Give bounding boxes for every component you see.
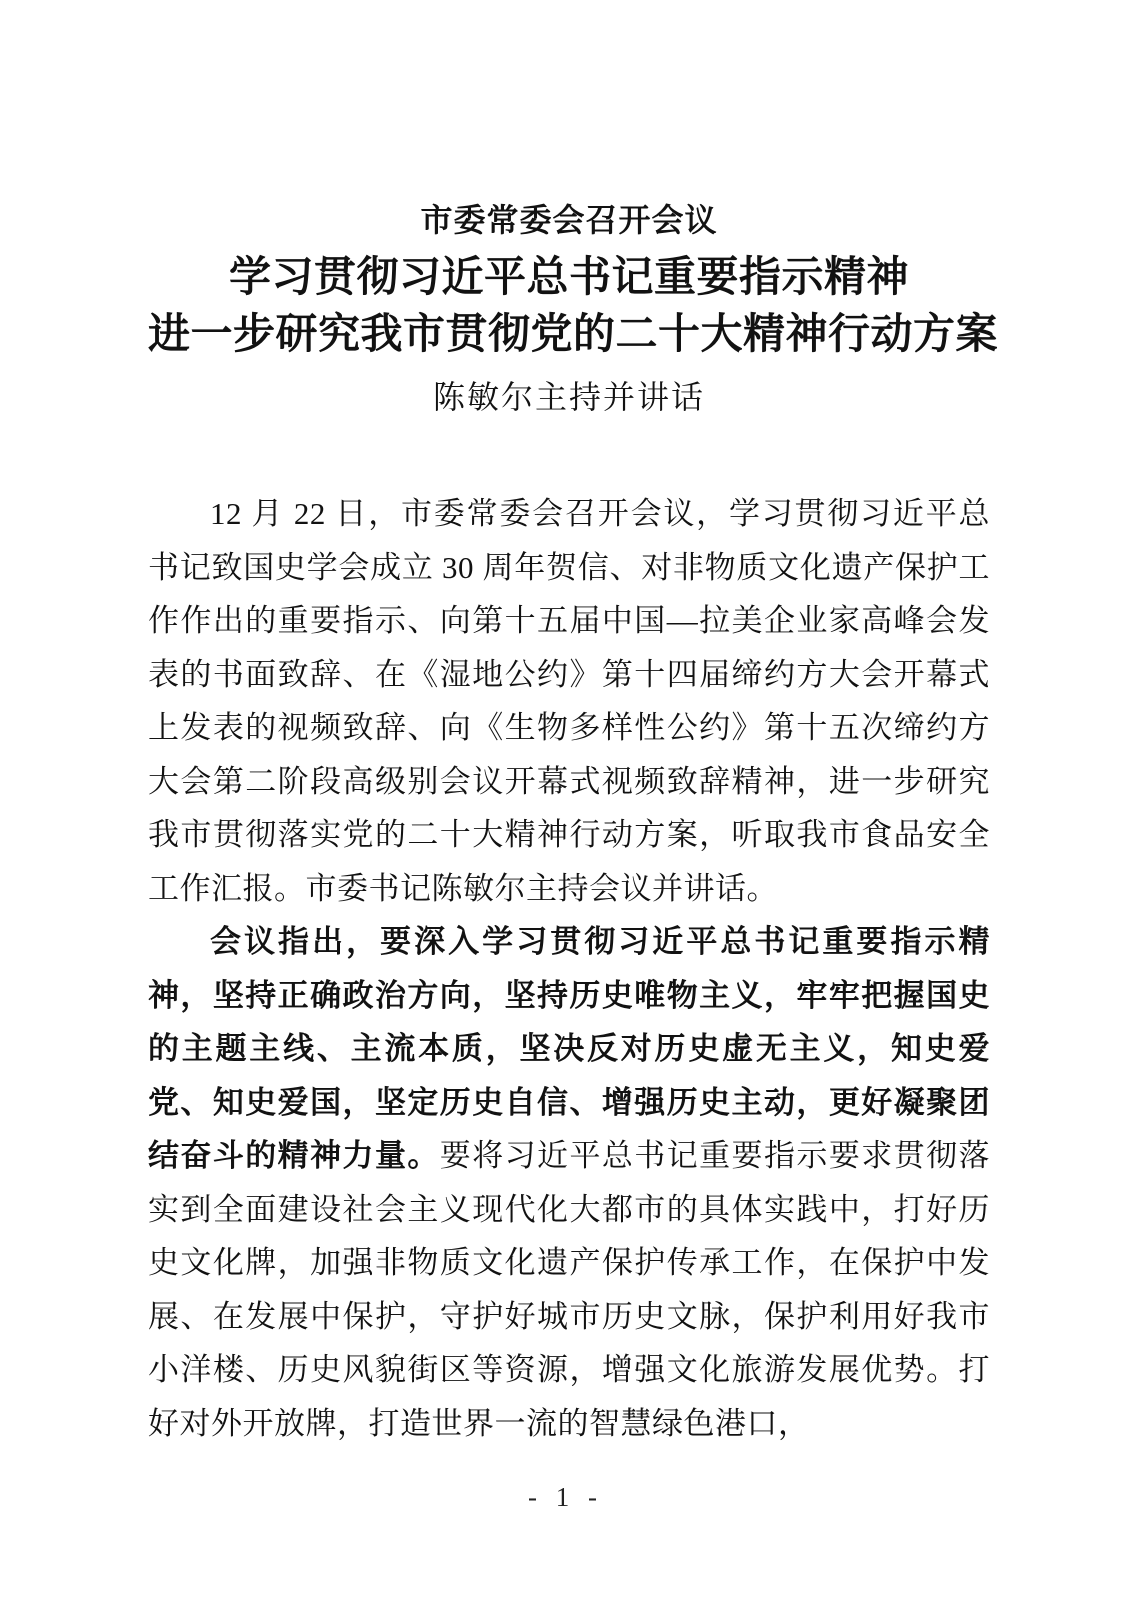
title-line-2: 进一步研究我市贯彻党的二十大精神行动方案 <box>148 312 999 358</box>
title-line-1: 学习贯彻习近平总书记重要指示精神 <box>228 255 909 301</box>
page-number: - 1 - <box>528 1482 603 1512</box>
document-content <box>148 200 999 1450</box>
paragraph-1: 12 月 22 日，市委常委会召开会议，学习贯彻习近平总书记致国史学会成立 30 周年贺信、对非物质文化遗产保护工作作出的重要指示、向第十五届中国—拉美企业家高峰会发表的书面致辞、在《湿地公约》第十四届缔约方大会开幕式上发表的视频致辞、向《生物多样性公约》第十五次缔约方大会第二阶段高级别会议开幕式视频致辞精神，进一步研究我市贯彻落实党的二十大精神行动方案，听取我市食品安全工作汇报。市委书记陈敏尔主持会议并讲话。 <box>148 496 990 906</box>
paragraph-2-bold-run: 会议指出，要深入学习贯彻习近平总书记重要指示精神，坚持正确政治方向，坚持历史唯物主义，牢牢把握国史的主题主线、主流本质，坚决反对历史虚无主义，知史爱党、知史爱国，坚定历史自信、增强历史主动，更好凝聚团结奋斗的精神力量。 <box>148 924 990 1173</box>
document-body <box>148 487 990 1450</box>
meeting-header: 市委常委会召开会议 <box>420 202 718 238</box>
subtitle-speaker: 陈敏尔主持并讲话 <box>432 379 705 415</box>
paragraph-2-regular-run: 要将习近平总书记重要指示要求贯彻落实到全面建设社会主义现代化大都市的具体实践中，打好历史文化牌，加强非物质文化遗产保护传承工作，在保护中发展、在发展中保护，守护好城市历史文脉，保护利用好我市小洋楼、历史风貌街区等资源，增强文化旅游发展优势。打好对外开放牌，打造世界一流的智慧绿色港口， <box>148 1138 990 1441</box>
paragraph-2 <box>148 915 990 1450</box>
document-title <box>148 250 999 364</box>
